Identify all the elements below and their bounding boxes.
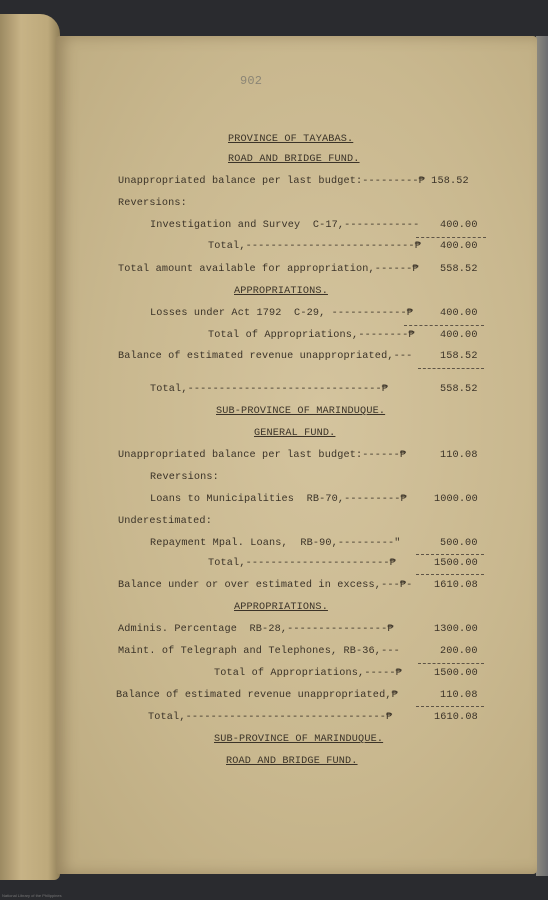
line-gf-reversions: Reversions: xyxy=(150,472,219,483)
amount-repayment-loans: 500.00 xyxy=(440,538,478,549)
amount-gf-total-appropriations: 1500.00 xyxy=(434,668,478,679)
line-gf-total: Total,-----------------------₱ xyxy=(208,558,396,569)
heading-road-bridge-fund: ROAD AND BRIDGE FUND. xyxy=(228,154,360,165)
amount-gf-unappropriated-balance: 110.08 xyxy=(440,450,478,461)
binding-edge xyxy=(536,36,548,876)
heading-sub-province-marinduque: SUB-PROVINCE OF MARINDUQUE. xyxy=(216,406,386,417)
line-grand-total: Total,-------------------------------₱ xyxy=(150,384,389,395)
heading-appropriations: APPROPRIATIONS. xyxy=(234,286,328,297)
amount-total-reversions: 400.00 xyxy=(440,241,478,252)
page-number: 902 xyxy=(240,74,263,88)
amount-gf-balance-unappropriated: 110.08 xyxy=(440,690,478,701)
line-total-reversions: Total,---------------------------₱ xyxy=(208,241,421,252)
heading-general-fund: GENERAL FUND. xyxy=(254,428,336,439)
total-rule xyxy=(416,706,484,707)
amount-adminis-percentage: 1300.00 xyxy=(434,624,478,635)
archive-footer: National Library of the Philippines xyxy=(2,893,62,898)
amount-loans-municipalities: 1000.00 xyxy=(434,494,478,505)
heading-gf-appropriations: APPROPRIATIONS. xyxy=(234,602,328,613)
total-rule xyxy=(416,237,486,238)
line-total-appropriations: Total of Appropriations,--------₱ xyxy=(208,330,415,341)
line-gf-grand-total: Total,--------------------------------₱ xyxy=(148,712,393,723)
amount-total-appropriations: 400.00 xyxy=(440,330,478,341)
amount-grand-total: 558.52 xyxy=(440,384,478,395)
line-gf-balance-unappropriated: Balance of estimated revenue unappropriated,₱ xyxy=(116,690,398,701)
amount-balance-unappropriated: 158.52 xyxy=(440,351,478,362)
line-adminis-percentage: Adminis. Percentage RB-28,----------------₱ xyxy=(118,624,394,635)
line-balance-unappropriated: Balance of estimated revenue unappropriated,--- xyxy=(118,351,413,362)
heading-road-bridge-fund-2: ROAD AND BRIDGE FUND. xyxy=(226,756,358,767)
facing-page xyxy=(0,14,60,880)
amount-gf-grand-total: 1610.08 xyxy=(434,712,478,723)
line-repayment-loans: Repayment Mpal. Loans, RB-90,---------" xyxy=(150,538,401,549)
line-total-available: Total amount available for appropriation,------₱ xyxy=(118,264,419,275)
total-rule xyxy=(416,574,484,575)
total-rule xyxy=(404,325,484,326)
amount-gf-total: 1500.00 xyxy=(434,558,478,569)
line-losses-act: Losses under Act 1792 C-29, ------------₱ xyxy=(150,308,414,319)
line-loans-municipalities: Loans to Municipalities RB-70,---------₱ xyxy=(150,494,407,505)
total-rule xyxy=(418,663,484,664)
line-investigation-survey: Investigation and Survey C-17,------------ xyxy=(150,220,420,231)
total-rule xyxy=(418,368,484,369)
line-unappropriated-balance: Unappropriated balance per last budget:---------₱ 158.52 xyxy=(118,176,469,187)
heading-province-tayabas: PROVINCE OF TAYABAS. xyxy=(228,134,354,145)
document-page xyxy=(56,36,537,874)
amount-investigation-survey: 400.00 xyxy=(440,220,478,231)
amount-balance-excess: 1610.08 xyxy=(434,580,478,591)
line-balance-excess: Balance under or over estimated in excess,---₱- xyxy=(118,580,413,591)
line-gf-total-appropriations: Total of Appropriations,-----₱ xyxy=(214,668,402,679)
line-underestimated: Underestimated: xyxy=(118,516,212,527)
line-gf-unappropriated-balance: Unappropriated balance per last budget:------₱ xyxy=(118,450,407,461)
amount-total-available: 558.52 xyxy=(440,264,478,275)
line-reversions: Reversions: xyxy=(118,198,187,209)
line-maint-telegraph: Maint. of Telegraph and Telephones, RB-36,--- xyxy=(118,646,400,657)
amount-maint-telegraph: 200.00 xyxy=(440,646,478,657)
amount-losses-act: 400.00 xyxy=(440,308,478,319)
total-rule xyxy=(416,554,484,555)
heading-sub-province-marinduque-2: SUB-PROVINCE OF MARINDUQUE. xyxy=(214,734,384,745)
